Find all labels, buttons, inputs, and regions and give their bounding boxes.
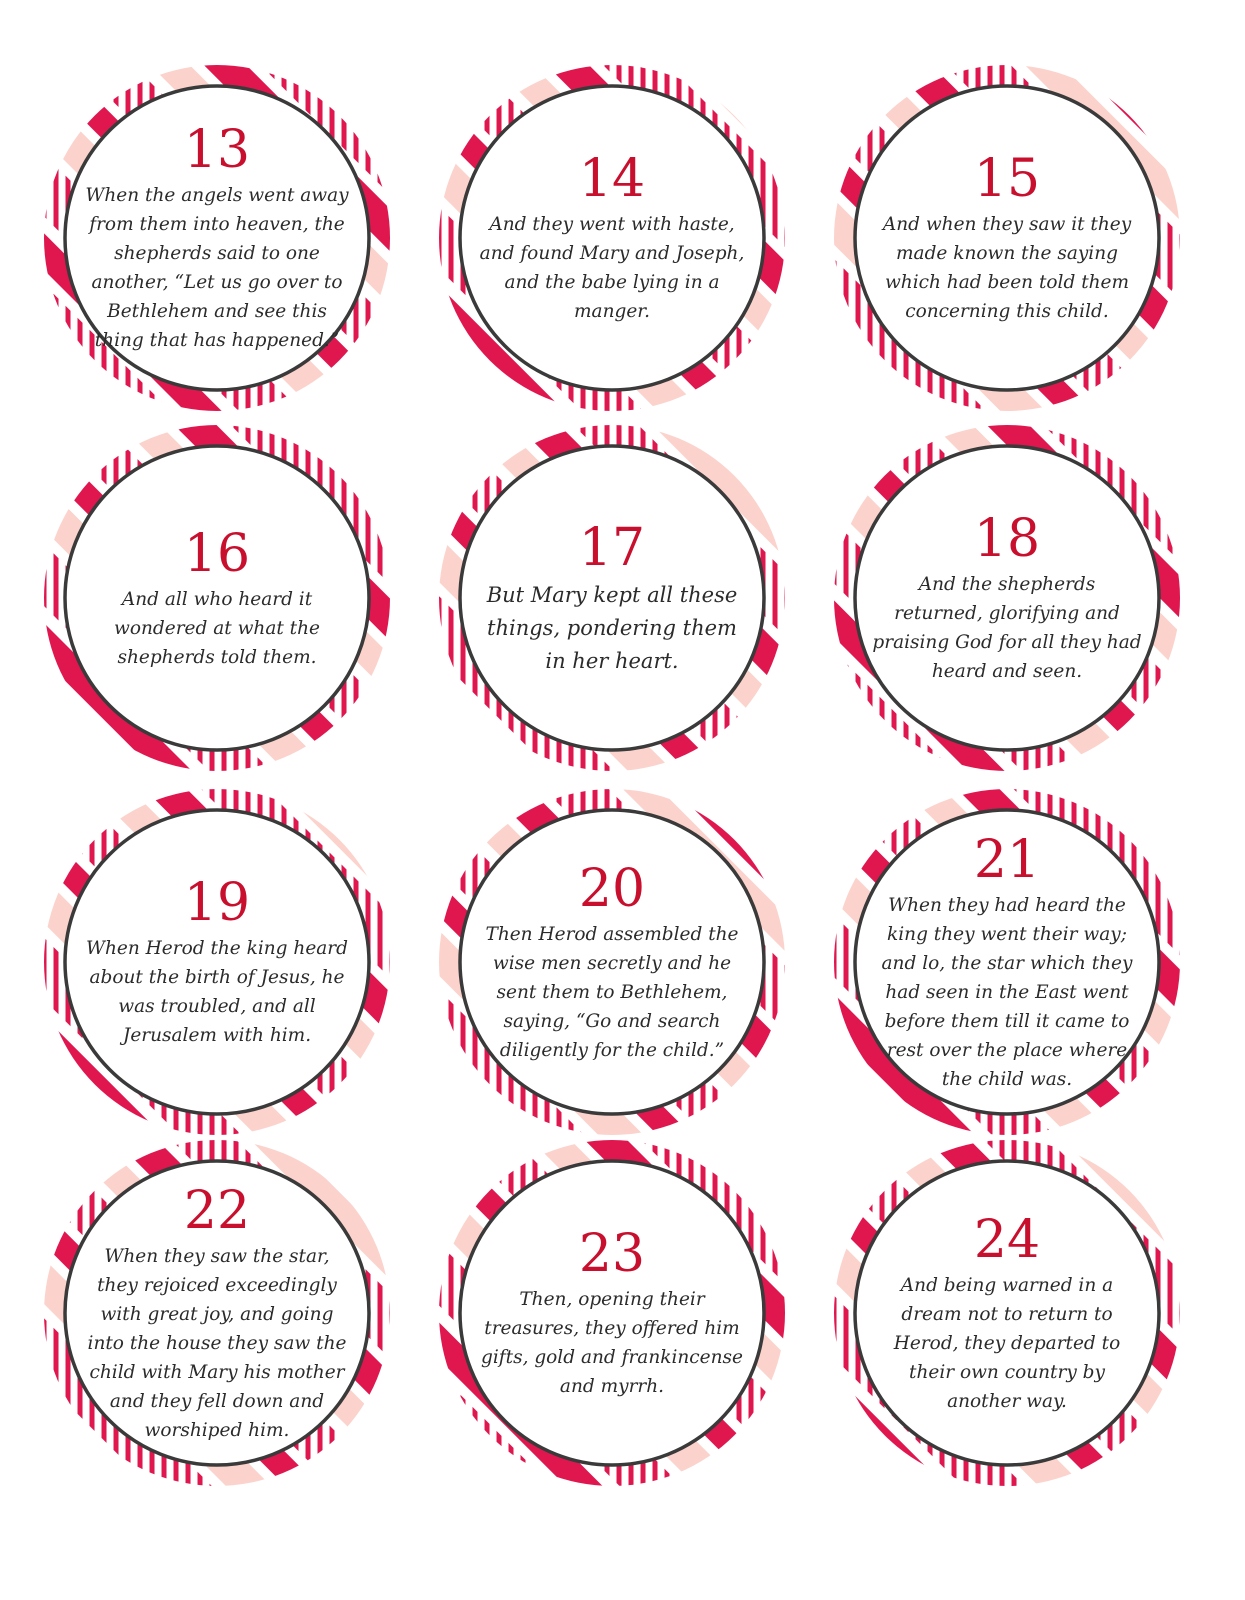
day-number: 16: [183, 523, 251, 584]
verse-text: And when they saw it they made known the saying which had been told them concerning this child.: [882, 214, 1132, 322]
day-number: 13: [183, 120, 251, 180]
verse-text: Then, opening their treasures, they offered him gifts, gold and frankincense and myrrh.: [481, 1289, 743, 1397]
tag-content: [477, 860, 747, 1065]
verse-text: When the angels went away from them into heaven, the shepherds said to one another, “Let us go over to Bethlehem and see this thing that has happened.”: [85, 185, 349, 351]
day-number: 15: [973, 149, 1041, 209]
tag-content: [82, 1182, 352, 1445]
tag-face: [42, 1138, 392, 1488]
day-number: 24: [973, 1209, 1041, 1270]
tag-face: [42, 787, 392, 1137]
tag-face: [437, 423, 787, 773]
verse-text: Then Herod assembled the wise men secretly and he sent them to Bethlehem, saying, “Go and search diligently for the child.”: [485, 923, 739, 1061]
tag-face: [832, 63, 1182, 413]
day-number: 23: [578, 1224, 646, 1284]
advent-tag-23: [437, 1138, 787, 1488]
verse-text: But Mary kept all these things, pondering them in her heart.: [486, 582, 738, 673]
tag-content: [872, 1211, 1142, 1416]
tag-face: [42, 423, 392, 773]
verse-text: And they went with haste, and found Mary and Joseph, and the babe lying in a manger.: [479, 214, 745, 322]
tag-content: [82, 525, 352, 672]
tag-content: [82, 874, 352, 1050]
tag-content: [872, 510, 1142, 686]
tag-face: [832, 423, 1182, 773]
tag-content: [872, 150, 1142, 326]
advent-tag-20: [437, 787, 787, 1137]
tag-face: [437, 63, 787, 413]
tag-face: [832, 1138, 1182, 1488]
tag-face: [42, 63, 392, 413]
day-number: 22: [183, 1180, 251, 1241]
tag-face: [437, 787, 787, 1137]
advent-tag-19: [42, 787, 392, 1137]
tag-content: [82, 121, 352, 355]
advent-tag-14: [437, 63, 787, 413]
advent-tag-16: [42, 423, 392, 773]
day-number: 14: [578, 149, 646, 209]
tag-content: [477, 1225, 747, 1401]
advent-tag-15: [832, 63, 1182, 413]
day-number: 20: [578, 858, 646, 919]
advent-tag-22: [42, 1138, 392, 1488]
day-number: 19: [183, 873, 251, 933]
advent-tag-17: [437, 423, 787, 773]
advent-tag-13: [42, 63, 392, 413]
verse-text: When they saw the star, they rejoiced exceedingly with great joy, and going into the house they saw the child with Mary his mother and they fell down and worshiped him.: [87, 1245, 347, 1441]
verse-text: When they had heard the king they went their way; and lo, the star which they had seen in the East went before them till it came to rest over the place where the child was.: [881, 894, 1133, 1090]
advent-tag-24: [832, 1138, 1182, 1488]
advent-tag-21: [832, 787, 1182, 1137]
verse-text: And being warned in a dream not to return to Herod, they departed to their own country by another way.: [893, 1274, 1121, 1412]
tag-face: [437, 1138, 787, 1488]
tag-content: [872, 831, 1142, 1094]
tag-face: [832, 787, 1182, 1137]
tag-content: [477, 150, 747, 326]
verse-text: When Herod the king heard about the birth of Jesus, he was troubled, and all Jerusalem with him.: [86, 938, 348, 1046]
day-number: 18: [973, 509, 1041, 569]
verse-text: And the shepherds returned, glorifying and praising God for all they had heard and seen.: [872, 574, 1142, 682]
day-number: 17: [578, 517, 646, 578]
day-number: 21: [973, 829, 1041, 890]
advent-tag-18: [832, 423, 1182, 773]
tag-content: [477, 519, 747, 678]
verse-text: And all who heard it wondered at what the shepherds told them.: [114, 588, 320, 668]
